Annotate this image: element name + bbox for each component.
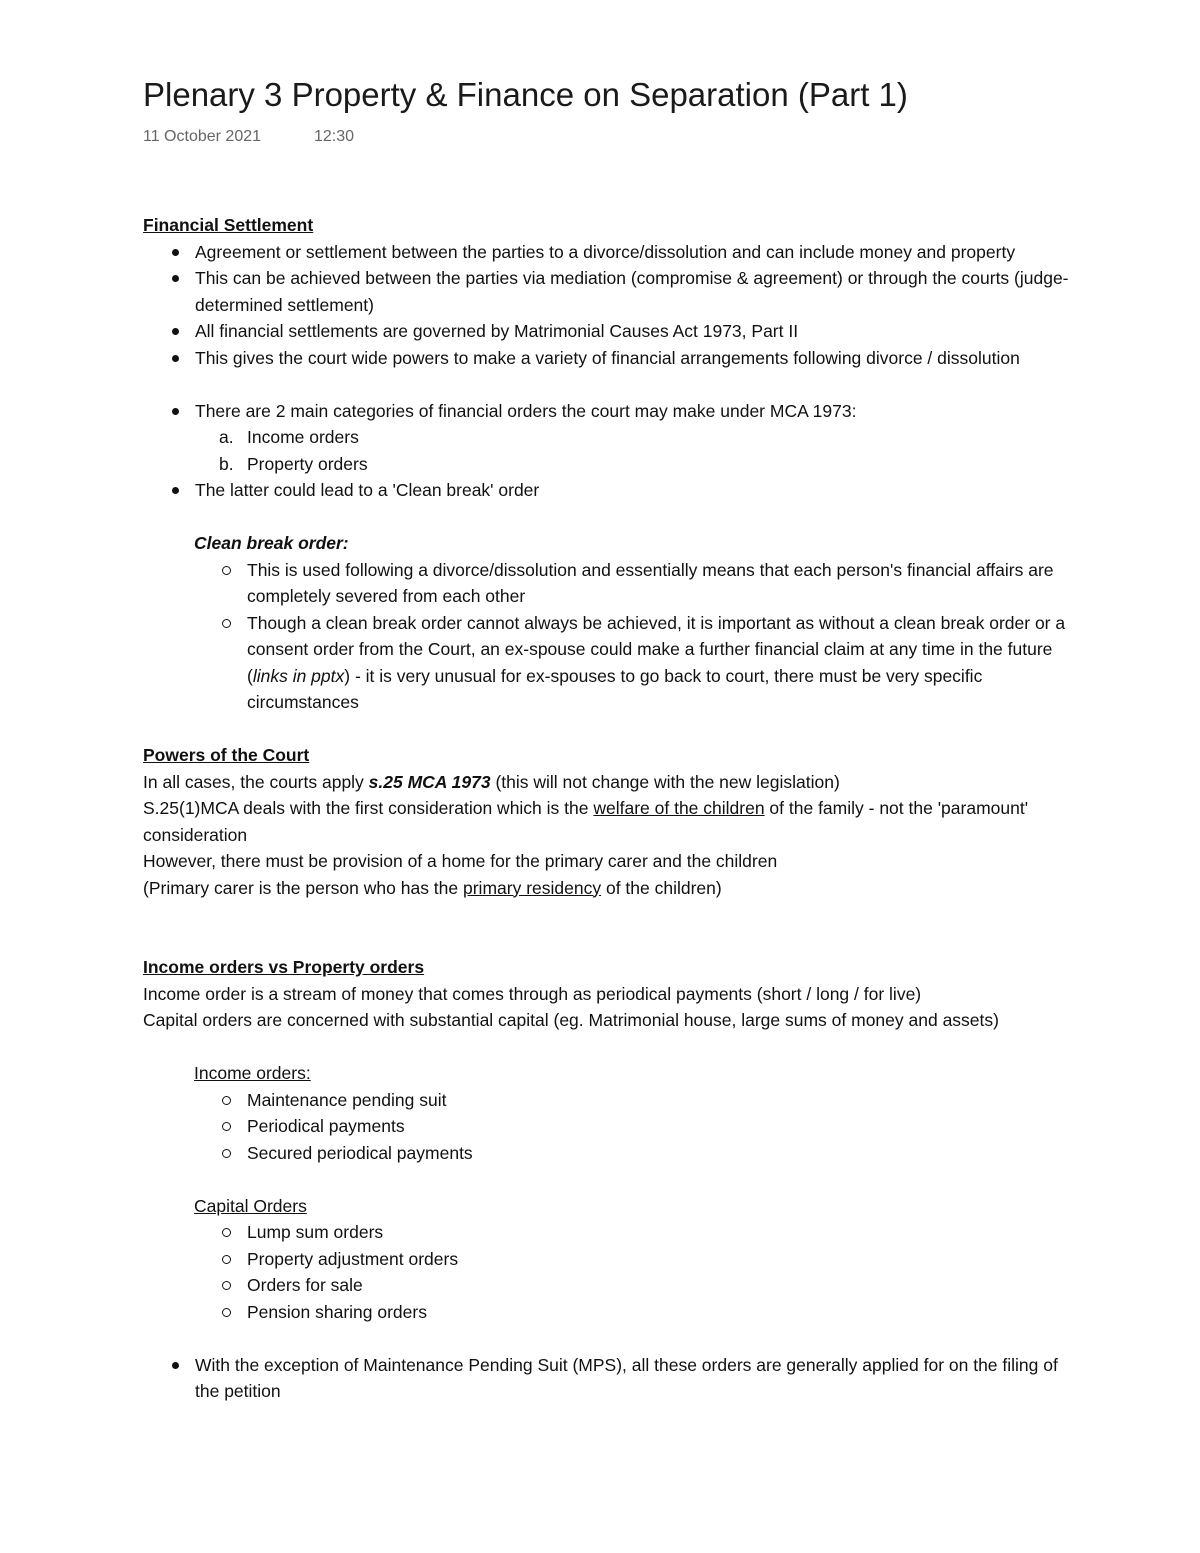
list-item-text: Property orders: [247, 453, 368, 474]
list-item: Periodical payments: [143, 1113, 1083, 1140]
paragraph: Capital orders are concerned with substantial capital (eg. Matrimonial house, large sums of money and assets): [143, 1010, 999, 1030]
list-item: This can be achieved between the parties via mediation (compromise & agreement) or through the courts (judge-determined settlement): [143, 265, 1083, 318]
income-vs-property-heading: Income orders vs Property orders: [143, 957, 425, 977]
list-item: This gives the court wide powers to make a variety of financial arrangements following divorce / dissolution: [143, 345, 1083, 372]
list-item-text: Income orders: [247, 427, 359, 447]
list-item: There are 2 main categories of financial orders the court may make under MCA 1973:: [143, 398, 1083, 425]
financial-settlement-list: [143, 239, 1083, 372]
text-run: of the family - not the 'paramount' consideration: [143, 798, 1029, 845]
clean-break-list: [143, 557, 1083, 716]
paragraph: [143, 795, 1083, 848]
list-item: Pension sharing orders: [143, 1299, 1083, 1326]
capital-orders-heading: Capital Orders: [194, 1195, 307, 1216]
underlined-text: primary residency: [463, 877, 602, 898]
clean-break-heading: Clean break order:: [194, 533, 349, 553]
paragraph: However, there must be provision of a home for the primary carer and the children: [143, 851, 778, 871]
powers-of-court-heading: Powers of the Court: [143, 745, 310, 765]
text-run: (Primary carer is the person who has the: [143, 877, 463, 898]
income-orders-heading: Income orders:: [194, 1063, 311, 1083]
list-item: Maintenance pending suit: [143, 1087, 1083, 1114]
bold-italic-text: s.25 MCA 1973: [368, 771, 491, 792]
categories-sublist: [143, 424, 1083, 477]
page-title: Plenary 3 Property & Finance on Separation (Part 1): [143, 76, 908, 113]
list-item: Secured periodical payments: [143, 1140, 1083, 1167]
text-run: of the children): [601, 877, 722, 898]
final-list: [143, 1352, 1083, 1405]
paragraph: [143, 875, 1083, 902]
list-item: All financial settlements are governed by Matrimonial Causes Act 1973, Part II: [143, 318, 1083, 345]
list-item: This is used following a divorce/dissolution and essentially means that each person's financial affairs are completely severed from each other: [143, 557, 1083, 610]
capital-orders-list: [143, 1219, 1083, 1325]
list-item: [143, 610, 1083, 716]
text-run: Though a clean break order cannot always be achieved, it is important as without a clean break order or a consent order from the Court, an ex-spouse could make a further financial claim at any time in the future (: [247, 612, 1066, 686]
text-run: S.25(1)MCA deals with the first consideration which is the: [143, 798, 594, 818]
list-item: [143, 424, 1083, 451]
note-body: [143, 212, 1083, 1405]
list-item: Lump sum orders: [143, 1219, 1083, 1246]
list-item: [143, 451, 1083, 478]
list-item: Agreement or settlement between the parties to a divorce/dissolution and can include money and property: [143, 239, 1083, 266]
text-run: In all cases, the courts apply: [143, 771, 369, 792]
list-item: The latter could lead to a 'Clean break' order: [143, 477, 1083, 504]
paragraph: Income order is a stream of money that comes through as periodical payments (short / long / for live): [143, 983, 922, 1004]
page-time: 12:30: [314, 128, 355, 145]
income-orders-list: [143, 1087, 1083, 1167]
list-item: Orders for sale: [143, 1272, 1083, 1299]
categories-list: [143, 398, 1083, 425]
list-item: Property adjustment orders: [143, 1246, 1083, 1273]
list-marker: b.: [219, 453, 234, 474]
page-date: 11 October 2021: [143, 128, 262, 145]
list-item: With the exception of Maintenance Pending Suit (MPS), all these orders are generally applied for on the filing of the petition: [143, 1352, 1083, 1405]
paragraph: [143, 769, 1083, 796]
text-run: (this will not change with the new legislation): [490, 771, 840, 792]
financial-settlement-heading: Financial Settlement: [143, 215, 314, 235]
list-marker: a.: [219, 427, 234, 447]
latter-list: [143, 477, 1083, 504]
text-run: ) - it is very unusual for ex-spouses to go back to court, there must be very specific circumstances: [247, 665, 983, 712]
underlined-text: welfare of the children: [593, 798, 765, 818]
italic-text: links in pptx: [252, 665, 345, 686]
